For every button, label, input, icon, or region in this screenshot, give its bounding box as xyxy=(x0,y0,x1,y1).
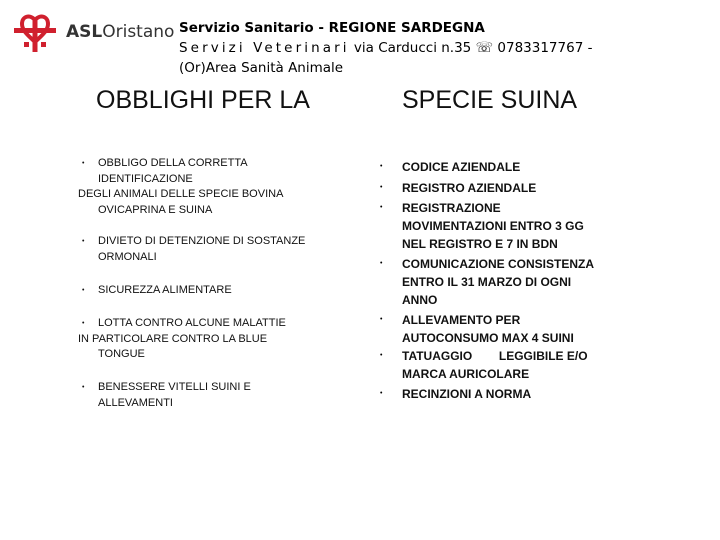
brand-name-bold: ASL xyxy=(66,22,103,42)
left-list-item xyxy=(78,234,328,265)
right-list-item-line: ALLEVAMENTO PER xyxy=(402,313,521,327)
header-line-service: Servizio Sanitario - REGIONE SARDEGNA xyxy=(179,20,485,36)
bullet-icon: • xyxy=(82,160,85,167)
right-list-item-line: ANNO xyxy=(402,293,438,307)
right-list-item-line: MOVIMENTAZIONI ENTRO 3 GG xyxy=(402,219,584,233)
brand-name-rest: Oristano xyxy=(102,22,175,42)
asl-logo xyxy=(12,14,175,56)
left-list-item xyxy=(78,380,328,411)
header-line-address xyxy=(179,38,719,58)
bullet-icon: • xyxy=(380,184,383,191)
right-list-item-line: TATUAGGIO LEGGIBILE E/O xyxy=(402,349,588,363)
right-list-item xyxy=(402,255,642,309)
left-list-item-line: OBBLIGO DELLA CORRETTA xyxy=(98,157,248,169)
left-list-item-line: IDENTIFICAZIONE xyxy=(98,172,193,185)
bullet-icon: • xyxy=(380,260,383,267)
left-list-item-line: ALLEVAMENTI xyxy=(98,396,173,409)
left-list-item-line: OVICAPRINA E SUINA xyxy=(98,203,213,216)
left-list-item-line: DIVIETO DI DETENZIONE DI SOSTANZE xyxy=(98,235,306,247)
right-list-item-line: NEL REGISTRO E 7 IN BDN xyxy=(402,237,558,251)
header-line-area: (Or)Area Sanità Animale xyxy=(179,60,344,76)
right-list-item-line: ENTRO IL 31 MARZO DI OGNI xyxy=(402,275,572,289)
right-list-item-line: AUTOCONSUMO MAX 4 SUINI xyxy=(402,331,574,345)
right-list-item xyxy=(402,347,642,383)
left-list-item xyxy=(78,156,328,218)
right-list-item-line: CODICE AZIENDALE xyxy=(402,160,521,174)
bullet-icon: • xyxy=(82,287,85,294)
right-list-item-line: REGISTRO AZIENDALE xyxy=(402,181,537,195)
left-list-item-line: TONGUE xyxy=(98,348,145,360)
bullet-icon: • xyxy=(380,352,383,359)
header-address: via Carducci n.35 xyxy=(353,40,472,56)
left-list-item-line: DEGLI ANIMALI DELLE SPECIE BOVINA xyxy=(78,188,284,200)
bullet-icon: • xyxy=(380,204,383,211)
right-list-item xyxy=(402,158,642,176)
bullet-icon: • xyxy=(380,163,383,170)
asl-cross-heart-logo-icon xyxy=(12,14,58,56)
left-list-item xyxy=(78,283,328,299)
header-block xyxy=(179,18,719,78)
left-list-item-line: SICUREZZA ALIMENTARE xyxy=(98,284,232,296)
left-list-item-line: IN PARTICOLARE CONTRO LA BLUE xyxy=(78,332,268,345)
left-list-item-line: BENESSERE VITELLI SUINI E xyxy=(98,381,251,393)
bullet-icon: • xyxy=(380,316,383,323)
left-list-item-line: LOTTA CONTRO ALCUNE MALATTIE xyxy=(98,317,286,329)
telephone-icon: ☏ xyxy=(475,40,494,56)
bullet-icon: • xyxy=(82,320,85,327)
header-phone: 0783317767 - xyxy=(497,40,593,56)
left-list-item-line: ORMONALI xyxy=(98,250,157,263)
right-list-item xyxy=(402,311,642,347)
page-title-right: SPECIE SUINA xyxy=(402,86,578,114)
right-list-item-line: RECINZIONI A NORMA xyxy=(402,387,532,401)
right-list-item xyxy=(402,199,642,253)
bullet-icon: • xyxy=(82,238,85,245)
header-service-name: Servizi Veterinari xyxy=(179,40,350,56)
right-list-item-line: COMUNICAZIONE CONSISTENZA xyxy=(402,257,594,271)
right-list-item xyxy=(402,179,642,197)
left-list-item xyxy=(78,316,328,363)
right-list-item xyxy=(402,385,642,403)
bullet-icon: • xyxy=(380,390,383,397)
right-list-item-line: MARCA AURICOLARE xyxy=(402,367,530,381)
bullet-icon: • xyxy=(82,384,85,391)
page-title-left: OBBLIGHI PER LA xyxy=(96,86,310,114)
brand-name xyxy=(66,22,174,42)
right-list-item-line: REGISTRAZIONE xyxy=(402,201,501,215)
